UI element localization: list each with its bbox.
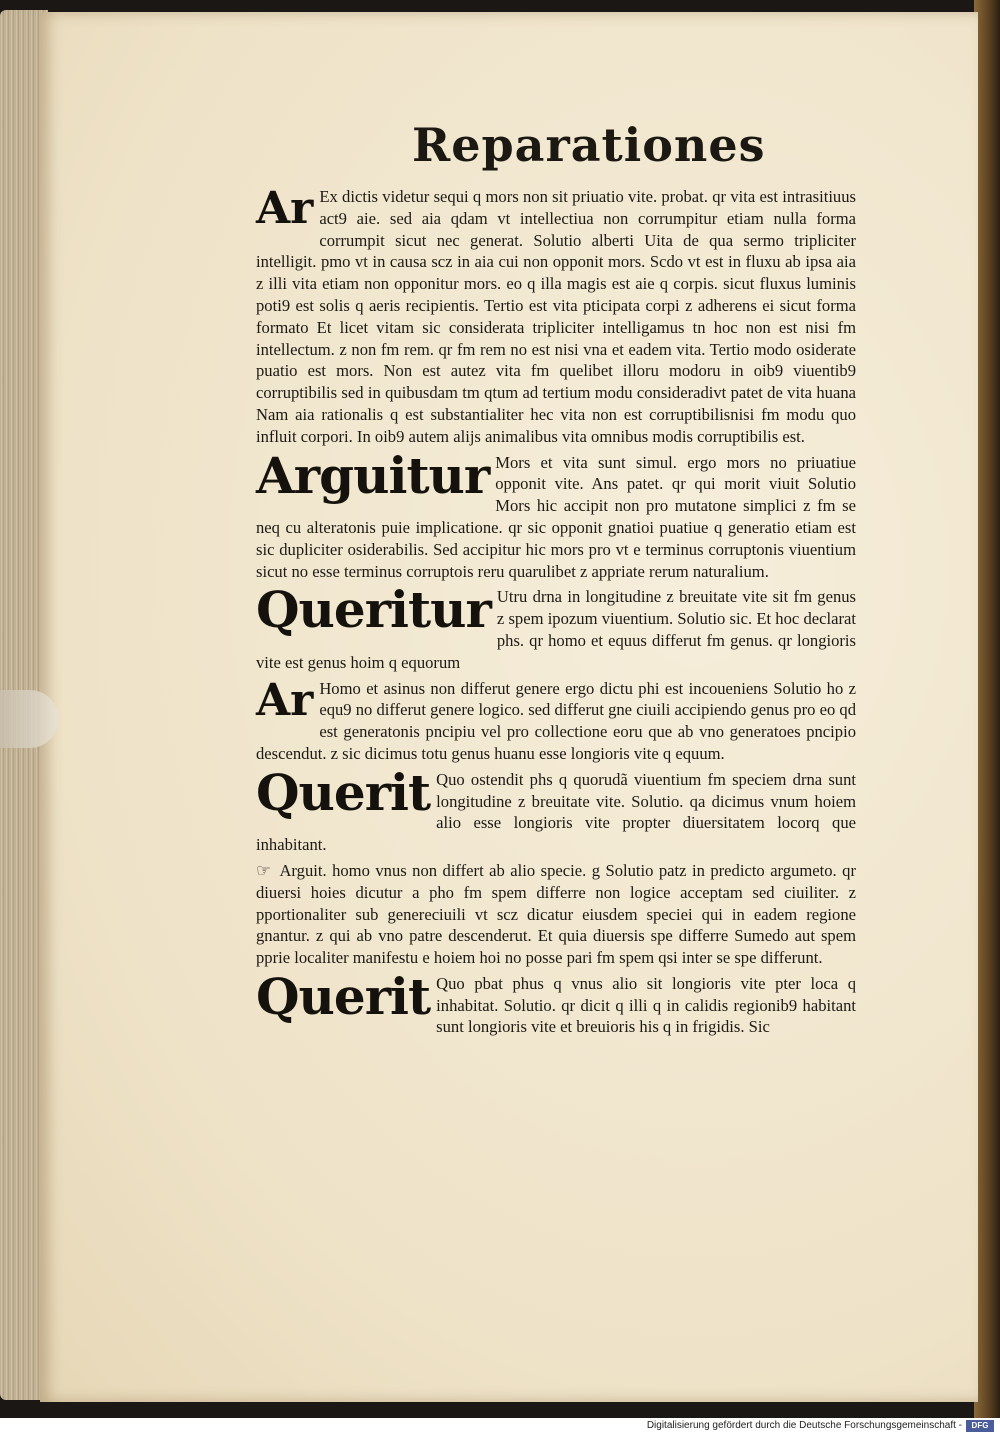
paragraph [256, 580, 856, 673]
paragraph-text: Ex dictis videtur sequi q mors non sit priuatio vite. probat. qr vita est intrasitiuus act9 aie. sed aia qdam vt intellectiua non corrumpitur etiam nulla forma corrumpit sicut nec generat. Solutio alberti Uita de qua sermo tripliciter intelligit. pmo vt in causa scz in aia cui non opponit mors. Scdo vt est in fluxu ab ipsa aia z illi vita etiam non opponitur mors. eo q illa magis est aie q corpis. sicut fluxus luminis poti9 est solis q aeris recipientis. Tertio est vita pticipata corpi z adherens ei sicut forma formato Et licet vitam sic considerata tripliciter intelligamus tn hoc non est nisi fm intellectum. z non fm rem. qr fm rem no est nisi vna et eadem vita. Tertio modo osiderate puatio est mors. Non est autez vita fm quelibet illoru modoru in oib9 viuentib9 corruptibilis sed in quibusdam tm qtum ad tertium modu consideradivt patet de vita huana Nam aia rationalis q est substantialiter hec vita non est corruptibilisnisi fm modu quo influit corpori. In oib9 autem alijs animalibus vita omnibus modis corruptibilis est. [256, 187, 856, 446]
pointing-hand-icon: ☞ [256, 860, 271, 880]
paragraph-initial: Querit [256, 966, 431, 1026]
footer-bar [0, 1418, 1000, 1434]
footer-credit: Digitalisierung gefördert durch die Deutsche Forschungsgemeinschaft - [646, 1420, 962, 1431]
main-text-block [256, 183, 856, 1042]
paragraph-text: Utru drna in longitudine z breuitate vite sit fm genus z spem ipozum viuentium. Solutio sic. Et hoc declarat phs. qr homo et equus differut fm genus. qr longioris vite est genus hoim q equorum [256, 587, 856, 672]
paragraph [256, 445, 856, 583]
dfg-logo: DFG [966, 1420, 994, 1432]
paragraph-text: Quo ostendit phs q quorudã viuentium fm speciem drna sunt longitudine z breuitate vite. Solutio. qa dicimus vnum hoiem alio esse longioris vite propter diuersitatem locorq que inhabitant. [256, 769, 856, 855]
paragraph-initial: Ar [256, 183, 314, 234]
paragraph [256, 762, 856, 856]
paragraph-initial: Arguitur [256, 445, 490, 505]
paragraph-text: Quo pbat phus q vnus alio sit longioris vite pter loca q inhabitat. Solutio. qr dicit q illi q in calidis regionib9 habitant sunt longioris vite et breuioris his q in frigidis. Sic [436, 973, 856, 1037]
paragraph [256, 860, 856, 969]
paragraph-initial: Queritur [256, 580, 491, 640]
paragraph-initial: Querit [256, 762, 431, 822]
paragraph-text: Homo et asinus non differut genere ergo dictu phi est incoueniens Solutio ho z equ9 no differut genere logico. sed differut gne ciuili accipiendo genus pro eo qd est generatonis pncipiu vel pro collectione eoru que ab vno generatoes pncipio descendut. z sic dicimus totu genus huanu esse longioris vite q equum. [256, 678, 856, 763]
running-head: Reparationes [412, 118, 766, 172]
paragraph-initial: Ar [256, 674, 314, 726]
paragraph [256, 966, 856, 1038]
paragraph-text: Arguit. homo vnus non differt ab alio specie. g Solutio patz in predicto argumeto. qr diuersi hoies dicutur a pho fm spem differre non logice acceptam sed ciuiliter. z pportionaliter sub genereciuili vt scz dicatur eiusdem speciei qui in eadem regione gnantur. z qui ab vno patre descenderut. Et quia diuersis spe differre Sumedo aut spem pprie localiter manifestu e hoiem hoi no posse pari fm spem qsi inter se spe differunt. [256, 860, 856, 968]
paragraph [256, 674, 856, 765]
page-clip [0, 690, 58, 748]
paragraph-text: Mors et vita sunt simul. ergo mors no priuatiue opponit vite. Ans patet. qr qui morit viuit Solutio Mors hic accipit non pro mutatone simplici z fm se neq cu alteratonis puie implicatione. qr sic opponit gnatioi puatiue q generatio etiam est sic dupliciter osiderabilis. Sed accipitur hic mors pro vt e terminus corruptonis viuentium sicut no esse terminus corruptois reru quarulibet z appriate rerum naturalium. [256, 452, 856, 581]
paragraph [256, 183, 856, 448]
